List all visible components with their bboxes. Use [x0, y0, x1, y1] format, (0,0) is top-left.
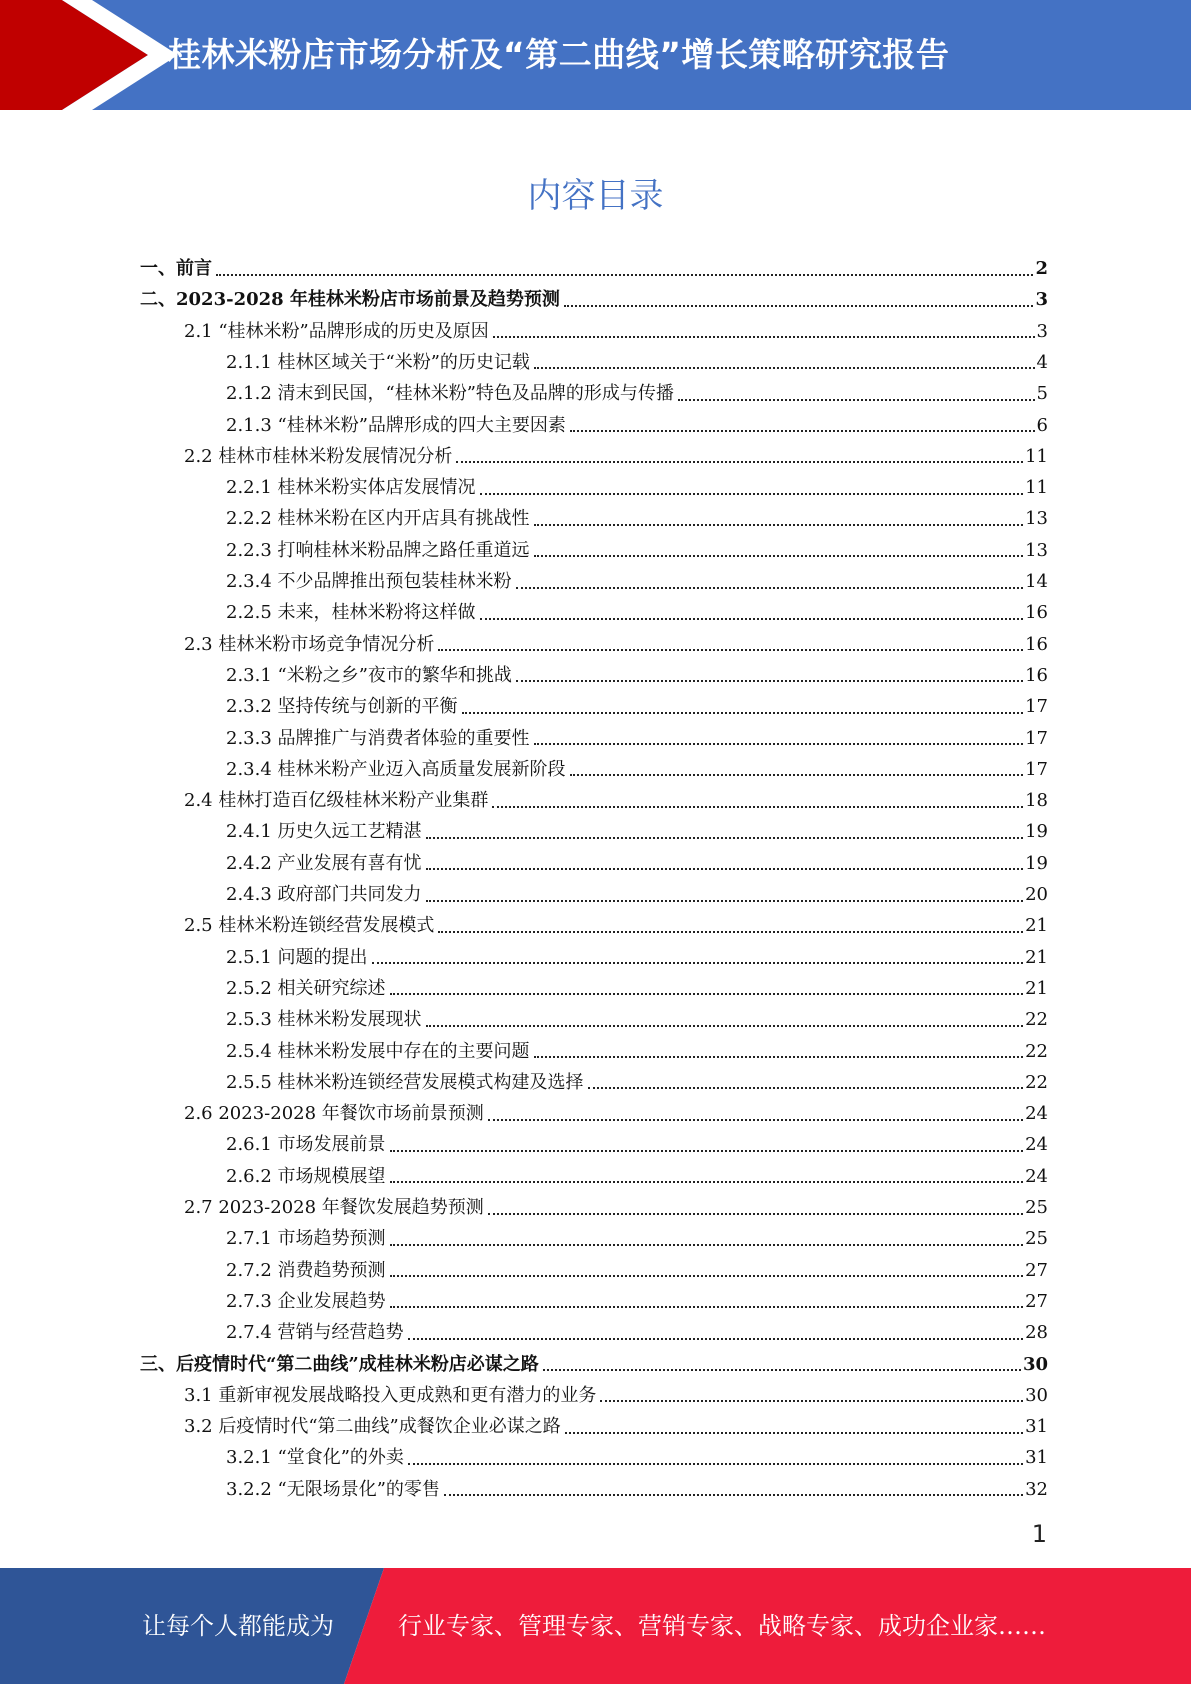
toc-entry[interactable] [226, 942, 1048, 973]
toc-entry-title: 2.3 桂林米粉市场竞争情况分析 [184, 633, 435, 655]
toc-dot-leader [216, 274, 1033, 276]
toc-entry-page: 17 [1025, 758, 1048, 780]
toc-entry-page: 32 [1025, 1478, 1048, 1500]
page-number: 1 [1031, 1520, 1047, 1548]
toc-dot-leader [493, 336, 1035, 338]
toc-entry[interactable] [226, 1223, 1048, 1254]
toc-entry[interactable] [184, 1411, 1048, 1442]
toc-dot-leader [543, 1369, 1021, 1371]
toc-entry-page: 22 [1025, 1040, 1048, 1062]
toc-entry[interactable] [226, 691, 1048, 722]
toc-entry-page: 18 [1025, 790, 1048, 812]
toc-entry-page: 3 [1035, 289, 1048, 311]
toc-entry[interactable] [184, 1192, 1048, 1223]
toc-entry-title: 2.1.2 清末到民国，“桂林米粉”特色及品牌的形成与传播 [226, 383, 674, 405]
toc-heading: 内容目录 [527, 176, 664, 216]
toc-entry-title: 2.4.1 历史久远工艺精湛 [226, 821, 422, 843]
toc-entry-title: 2.2.2 桂林米粉在区内开店具有挑战性 [226, 508, 530, 530]
toc-dot-leader [426, 900, 1024, 902]
toc-entry-title: 2.7.3 企业发展趋势 [226, 1290, 386, 1312]
toc-entry-title: 2.6.1 市场发展前景 [226, 1134, 386, 1156]
toc-entry-title: 2.5.3 桂林米粉发展现状 [226, 1009, 422, 1031]
toc-entry-page: 5 [1036, 383, 1048, 405]
toc-entry[interactable] [184, 1380, 1048, 1411]
toc-entry-title: 2.7.2 消费趋势预测 [226, 1259, 386, 1281]
toc-entry-title: 3.1 重新审视发展战略投入更成熟和更有潜力的业务 [184, 1384, 597, 1406]
toc-entry-page: 19 [1025, 852, 1048, 874]
toc-entry-title: 2.2.3 打响桂林米粉品牌之路任重道远 [226, 539, 530, 561]
toc-dot-leader [390, 1150, 1024, 1152]
toc-entry[interactable] [140, 284, 1048, 315]
toc-entry-title: 三、后疫情时代“第二曲线”成桂林米粉店必谋之路 [140, 1353, 539, 1375]
toc-entry[interactable] [184, 316, 1048, 347]
toc-entry-page: 31 [1025, 1416, 1048, 1438]
toc-entry-page: 24 [1025, 1103, 1048, 1125]
toc-entry-title: 2.1 “桂林米粉”品牌形成的历史及原因 [184, 320, 489, 342]
toc-entry-title: 二、2023-2028 年桂林米粉店市场前景及趋势预测 [140, 289, 560, 311]
toc-entry-title: 2.4.3 政府部门共同发力 [226, 884, 422, 905]
toc-entry-page: 11 [1025, 445, 1048, 467]
toc-entry-title: 2.2.5 未来，桂林米粉将这样做 [226, 602, 476, 624]
report-title: 桂林米粉店市场分析及“第二曲线”增长策略研究报告 [168, 35, 950, 74]
toc-entry-title: 一、前言 [140, 258, 212, 279]
toc-dot-leader [456, 461, 1023, 463]
toc-entry-page: 31 [1025, 1447, 1048, 1469]
toc-entry[interactable] [226, 723, 1048, 754]
toc-entry[interactable] [184, 785, 1048, 816]
toc-entry-title: 2.6.2 市场规模展望 [226, 1165, 386, 1187]
toc-entry[interactable] [226, 1317, 1048, 1348]
toc-dot-leader [565, 1432, 1023, 1434]
toc-entry-title: 2.3.2 坚持传统与创新的平衡 [226, 696, 458, 718]
toc-entry-title: 2.3.4 不少品牌推出预包装桂林米粉 [226, 571, 512, 592]
toc-dot-leader [372, 962, 1024, 964]
toc-dot-leader [516, 587, 1024, 589]
toc-entry-page: 16 [1025, 602, 1048, 624]
toc-entry-page: 17 [1025, 696, 1048, 718]
toc-entry-page: 17 [1025, 727, 1048, 749]
toc-dot-leader [534, 367, 1035, 369]
toc-entry-page: 20 [1025, 884, 1048, 905]
toc-entry-title: 2.4 桂林打造百亿级桂林米粉产业集群 [184, 790, 489, 812]
toc-entry-page: 22 [1025, 1009, 1048, 1031]
toc-dot-leader [516, 680, 1023, 682]
toc-dot-leader [426, 837, 1024, 839]
toc-entry-title: 2.5 桂林米粉连锁经营发展模式 [184, 915, 435, 937]
toc-entry-page: 21 [1025, 915, 1048, 937]
toc-entry-title: 2.3.1 “米粉之乡”夜市的繁华和挑战 [226, 664, 512, 686]
toc-entry[interactable] [226, 597, 1048, 628]
toc-entry-title: 2.1.1 桂林区域关于“米粉”的历史记载 [226, 351, 530, 373]
toc-entry[interactable] [226, 1067, 1048, 1098]
toc-entry[interactable] [226, 347, 1048, 378]
toc-dot-leader [408, 1338, 1024, 1340]
toc-entry[interactable] [140, 253, 1048, 284]
toc-entry[interactable] [226, 566, 1048, 597]
toc-entry[interactable] [226, 973, 1048, 1004]
toc-dot-leader [462, 712, 1024, 714]
toc-dot-leader [390, 1275, 1024, 1277]
toc-entry-page: 19 [1025, 821, 1048, 843]
toc-dot-leader [534, 743, 1024, 745]
toc-entry-page: 25 [1025, 1197, 1048, 1218]
toc-dot-leader [570, 430, 1035, 432]
toc-entry-title: 2.5.5 桂林米粉连锁经营发展模式构建及选择 [226, 1071, 584, 1093]
toc-entry[interactable] [184, 629, 1048, 660]
toc-entry-title: 2.5.1 问题的提出 [226, 946, 368, 968]
toc-entry[interactable] [226, 1286, 1048, 1317]
header-banner [0, 0, 1191, 110]
toc-entry[interactable] [140, 1349, 1048, 1380]
toc-entry[interactable] [226, 472, 1048, 503]
toc-dot-leader [488, 1119, 1023, 1121]
toc-entry-page: 25 [1025, 1228, 1048, 1250]
toc-dot-leader [534, 524, 1024, 526]
toc-entry-title: 3.2 后疫情时代“第二曲线”成餐饮企业必谋之路 [184, 1416, 561, 1438]
toc-entry-page: 13 [1025, 539, 1048, 561]
toc-dot-leader [678, 399, 1035, 401]
toc-entry-page: 3 [1036, 320, 1048, 342]
toc-entry-title: 2.6 2023-2028 年餐饮市场前景预测 [184, 1103, 484, 1125]
toc-dot-leader [390, 1181, 1024, 1183]
toc-entry-title: 2.4.2 产业发展有喜有忧 [226, 852, 422, 874]
toc-entry[interactable] [226, 1004, 1048, 1035]
toc-entry[interactable] [226, 503, 1048, 534]
toc-entry-page: 24 [1025, 1165, 1048, 1187]
toc-dot-leader [480, 493, 1024, 495]
toc-dot-leader [426, 868, 1024, 870]
toc-entry[interactable] [226, 1036, 1048, 1067]
toc-entry-title: 2.7.4 营销与经营趋势 [226, 1322, 404, 1344]
toc-entry[interactable] [226, 1161, 1048, 1192]
toc-entry[interactable] [226, 1255, 1048, 1286]
toc-dot-leader [488, 1213, 1023, 1215]
toc-entry-title: 2.3.3 品牌推广与消费者体验的重要性 [226, 727, 530, 749]
toc-dot-leader [534, 1056, 1024, 1058]
toc-entry-page: 22 [1025, 1071, 1048, 1093]
toc-dot-leader [492, 806, 1023, 808]
toc-entry[interactable] [184, 441, 1048, 472]
toc-dot-leader [588, 1087, 1024, 1089]
toc-entry[interactable] [226, 1474, 1048, 1505]
toc-entry-page: 4 [1036, 351, 1048, 373]
toc-entry-page: 30 [1022, 1353, 1048, 1375]
toc-dot-leader [390, 1306, 1024, 1308]
toc-entry-page: 21 [1025, 946, 1048, 968]
toc-entry[interactable] [226, 535, 1048, 566]
toc-entry[interactable] [184, 910, 1048, 941]
footer-slogan-right: 行业专家、管理专家、营销专家、战略专家、成功企业家…… [398, 1612, 1046, 1640]
toc-dot-leader [438, 931, 1023, 933]
toc-dot-leader [408, 1463, 1023, 1465]
toc-dot-leader [390, 993, 1024, 995]
toc-dot-leader [564, 305, 1034, 307]
toc-entry[interactable] [226, 879, 1048, 910]
toc-entry-title: 2.5.2 相关研究综述 [226, 977, 386, 999]
toc-entry-page: 27 [1025, 1290, 1048, 1312]
toc-entry-page: 21 [1025, 977, 1048, 999]
toc-dot-leader [570, 774, 1024, 776]
toc-entry[interactable] [226, 1129, 1048, 1160]
toc-dot-leader [390, 1244, 1024, 1246]
toc-entry[interactable] [226, 378, 1048, 409]
toc-entry-title: 2.5.4 桂林米粉发展中存在的主要问题 [226, 1040, 530, 1062]
toc-entry-page: 2 [1035, 258, 1048, 279]
toc-entry-page: 28 [1025, 1322, 1048, 1344]
toc-entry-title: 3.2.2 “无限场景化”的零售 [226, 1478, 440, 1500]
toc-entry-page: 6 [1036, 414, 1048, 436]
toc-entry[interactable] [226, 754, 1048, 785]
footer-slogan-left: 让每个人都能成为 [142, 1612, 334, 1640]
toc-entry-title: 2.7 2023-2028 年餐饮发展趋势预测 [184, 1197, 484, 1218]
toc-entry[interactable] [184, 1098, 1048, 1129]
toc-entry-title: 2.3.4 桂林米粉产业迈入高质量发展新阶段 [226, 758, 566, 780]
toc-entry-page: 30 [1025, 1384, 1048, 1406]
toc-entry-page: 16 [1025, 664, 1048, 686]
toc-entry[interactable] [226, 410, 1048, 441]
toc-dot-leader [438, 649, 1023, 651]
toc-entry[interactable] [226, 660, 1048, 691]
toc-entry-title: 2.2 桂林市桂林米粉发展情况分析 [184, 445, 453, 467]
toc-entry-page: 24 [1025, 1134, 1048, 1156]
toc-entry-title: 2.7.1 市场趋势预测 [226, 1228, 386, 1250]
toc-entry-title: 2.2.1 桂林米粉实体店发展情况 [226, 477, 476, 499]
toc-entry-page: 13 [1025, 508, 1048, 530]
toc-dot-leader [534, 555, 1024, 557]
toc-dot-leader [480, 618, 1024, 620]
toc-entry-page: 16 [1025, 633, 1048, 655]
toc-entry-page: 27 [1025, 1259, 1048, 1281]
toc-entry-title: 2.1.3 “桂林米粉”品牌形成的四大主要因素 [226, 414, 566, 436]
toc-entry-page: 14 [1025, 571, 1048, 592]
toc-dot-leader [600, 1400, 1023, 1402]
toc-entry-title: 3.2.1 “堂食化”的外卖 [226, 1447, 404, 1469]
toc-entry[interactable] [226, 816, 1048, 847]
toc-dot-leader [444, 1494, 1023, 1496]
footer-banner [0, 1568, 1191, 1684]
toc-entry[interactable] [226, 1442, 1048, 1473]
toc-entry-page: 11 [1025, 477, 1048, 499]
toc-dot-leader [426, 1025, 1024, 1027]
toc-entry[interactable] [226, 848, 1048, 879]
